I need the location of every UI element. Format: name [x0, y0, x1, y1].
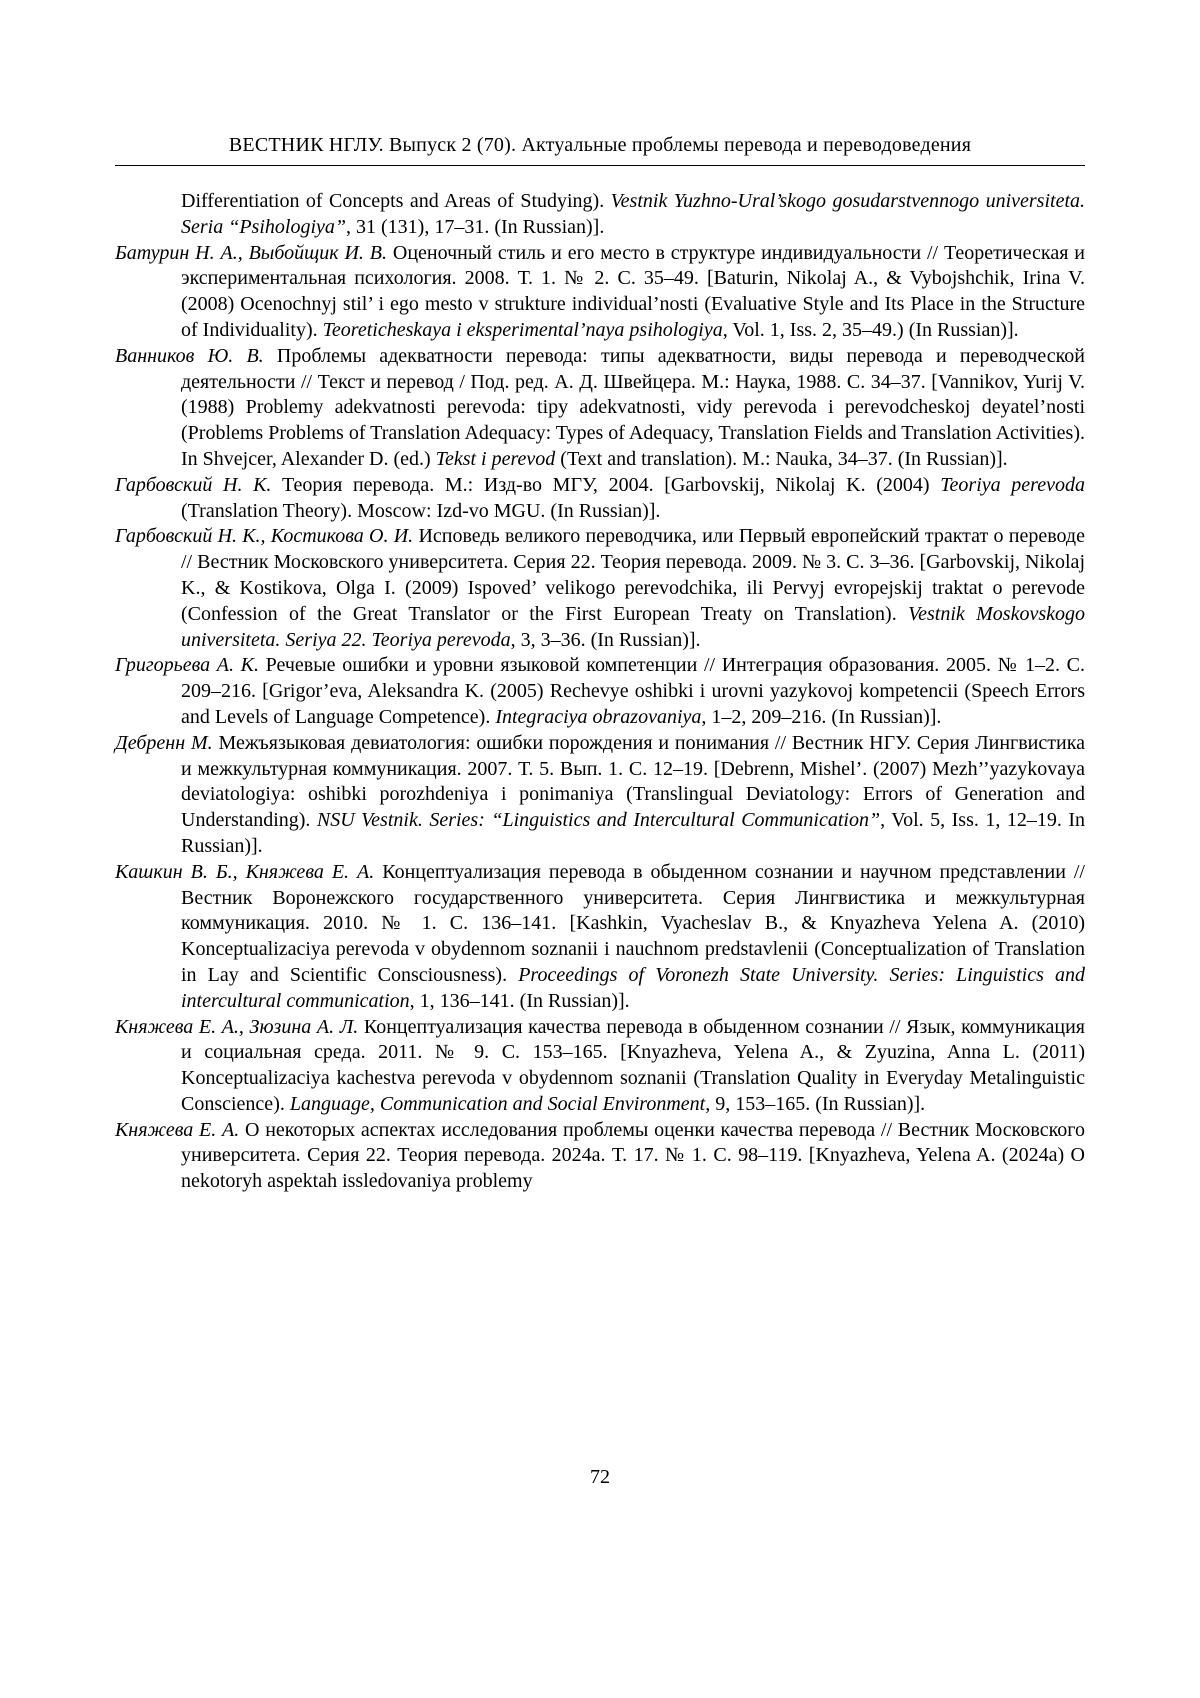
ref-text-segment: , 9, 153–165. (In Russian)].: [705, 1092, 926, 1115]
ref-italic-segment: Гарбовский Н. К.: [115, 473, 272, 496]
ref-italic-segment: Гарбовский Н. К., Костикова О. И.: [115, 525, 414, 548]
reference-entry: [115, 344, 1085, 473]
ref-text-segment: , 3, 3–36. (In Russian)].: [510, 628, 701, 651]
reference-entry: [115, 241, 1085, 344]
ref-italic-segment: Vestnik Yuzhno-Ural’skogo gosudarstvennogo universiteta. Seria “Psihologiya”: [181, 190, 1085, 238]
ref-italic-segment: Vestnik Moskovskogo universiteta. Seriya 22. Teoriya perevoda: [181, 602, 1086, 651]
page-number: 72: [590, 1466, 610, 1488]
reference-entry: [115, 473, 1085, 525]
ref-text-segment: Differentiation of Concepts and Areas of Studying).: [181, 190, 611, 212]
header-rule: [115, 165, 1085, 166]
ref-italic-segment: Proceedings of Voronezh State University. Series: Linguistics and intercultural communication: [181, 963, 1085, 1012]
running-head: ВЕСТНИК НГЛУ. Выпуск 2 (70). Актуальные проблемы перевода и переводоведения: [228, 134, 972, 156]
ref-italic-segment: Дебренн М.: [115, 731, 213, 754]
ref-text-segment: О некоторых аспектах исследования проблемы оценки качества перевода // Вестник Московского университета. Серия 22. Теория перевода. 2024а. Т. 17. № 1. С. 98–119. [Knyazheva, Yelena A. (2024a) O nekotoryh aspektah issledovaniya problemy: [181, 1118, 1085, 1193]
reference-entry: [115, 524, 1085, 653]
ref-text-segment: Концептуализация качества перевода в обыденном сознании // Язык, коммуникация и социальная среда. 2011. № 9. С. 153–165. [Knyazheva, Yelena A., & Zyuzina, Anna L. (2011) Konceptualizaciya kachestva perevoda v obydennom soznanii (Translation Quality in Everyday Metalinguistic Conscience).: [181, 1015, 1086, 1115]
ref-italic-segment: Ванников Ю. В.: [115, 344, 264, 367]
ref-italic-segment: Integraciya obrazovaniya: [495, 705, 702, 728]
ref-text-segment: Теория перевода. М.: Изд-во МГУ, 2004. [Garbovskij, Nikolaj K. (2004): [271, 473, 941, 496]
ref-italic-segment: Кашкин В. Б., Княжева Е. А.: [115, 860, 375, 883]
references-list: [115, 189, 1085, 1195]
ref-text-segment: Проблемы адекватности перевода: типы адекватности, виды перевода и переводческой деятельности // Текст и перевод / Под. ред. А. Д. Швейцера. М.: Наука, 1988. С. 34–37. [Vannikov, Yurij V. (1988) Problemy adekvatnosti perevoda: tipy adekvatnosti, vidy perevoda i perevodcheskoj deyatel’nosti (Problems Problems of Translation Adequacy: Types of Adequacy, Translation Fields and Translation Activities). In Shvejcer, Alexander D. (ed.): [181, 344, 1085, 470]
reference-entry: [115, 1015, 1085, 1118]
ref-italic-segment: Teoriya perevoda: [940, 473, 1085, 496]
ref-text-segment: , 1, 136–141. (In Russian)].: [409, 989, 630, 1012]
ref-italic-segment: Княжева Е. А., Зюзина А. Л.: [115, 1015, 359, 1038]
ref-text-segment: , Vol. 5, Iss. 1, 12–19. In Russian)].: [181, 809, 1085, 857]
reference-entry: [115, 860, 1085, 1015]
ref-text-segment: , 31 (131), 17–31. (In Russian)].: [346, 215, 605, 238]
ref-italic-segment: Language, Communication and Social Environment: [289, 1092, 706, 1115]
ref-italic-segment: Tekst i perevod: [435, 447, 556, 470]
ref-text-segment: Межъязыковая девиатология: ошибки порождения и понимания // Вестник НГУ. Серия Лингвистика и межкультурная коммуникация. 2007. Т. 5. Вып. 1. С. 12–19. [Debrenn, Mishel’. (2007) Mezh’’yazykovaya deviatologiya: oshibki porozhdeniya i ponimaniya (Translingual Deviatology: Errors of Generation and Understanding).: [181, 731, 1085, 832]
ref-text-segment: , Vol. 1, Iss. 2, 35–49.) (In Russian)].: [722, 318, 1019, 341]
ref-italic-segment: Григорьева А. К.: [115, 654, 259, 677]
ref-text-segment: (Text and translation). М.: Nauka, 34–37. (In Russian)].: [555, 447, 1008, 470]
ref-italic-segment: Teoreticheskaya i eksperimental’naya psihologiya: [322, 318, 723, 341]
ref-text-segment: Оценочный стиль и его место в структуре индивидуальности // Теоретическая и экспериментальная психология. 2008. Т. 1. № 2. С. 35–49. [Baturin, Nikolaj A., & Vybojshchik, Irina V. (2008) Ocenochnyj stil’ i ego mesto v strukture individual’nosti (Evaluative Style and Its Place in the Structure of Individuality).: [181, 241, 1085, 341]
ref-italic-segment: Княжева Е. А.: [115, 1118, 240, 1141]
ref-italic-segment: NSU Vestnik. Series: “Linguistics and Intercultural Communication”: [316, 809, 881, 832]
reference-entry: [115, 653, 1085, 730]
ref-text-segment: Концептуализация перевода в обыденном сознании и научном представлении // Вестник Воронежского государственного университета. Серия Лингвистика и межкультурная коммуникация. 2010. № 1. С. 136–141. [Kashkin, Vyacheslav B., & Knyazheva Yelena A. (2010) Konceptualizaciya perevoda v obydennom soznanii i nauchnom predstavlenii (Conceptualization of Translation in Lay and Scientific Consciousness).: [181, 860, 1085, 986]
ref-text-segment: (Translation Theory). Moscow: Izd-vo MGU. (In Russian)].: [181, 499, 661, 522]
reference-entry: [115, 1118, 1085, 1195]
ref-text-segment: , 1–2, 209–216. (In Russian)].: [701, 705, 942, 728]
ref-text-segment: Речевые ошибки и уровни языковой компетенции // Интеграция образования. 2005. № 1–2. С. 209–216. [Grigor’eva, Aleksandra K. (2005) Rechevye oshibki i urovni yazykovoj kompetencii (Speech Errors and Levels of Language Competence).: [181, 654, 1085, 728]
ref-italic-segment: Батурин Н. А., Выбойщик И. В.: [115, 241, 387, 264]
reference-entry: [115, 189, 1085, 241]
reference-entry: [115, 731, 1085, 860]
ref-text-segment: Исповедь великого переводчика, или Первый европейский трактат о переводе // Вестник Московского университета. Серия 22. Теория перевода. 2009. № 3. С. 3–36. [Garbovskij, Nikolaj K., & Kostikova, Olga I. (2009) Ispoved’ velikogo perevodchika, ili Pervyj evropejskij traktat o perevode (Confession of the Great Translator or the First European Treaty on Translation).: [181, 525, 1085, 625]
